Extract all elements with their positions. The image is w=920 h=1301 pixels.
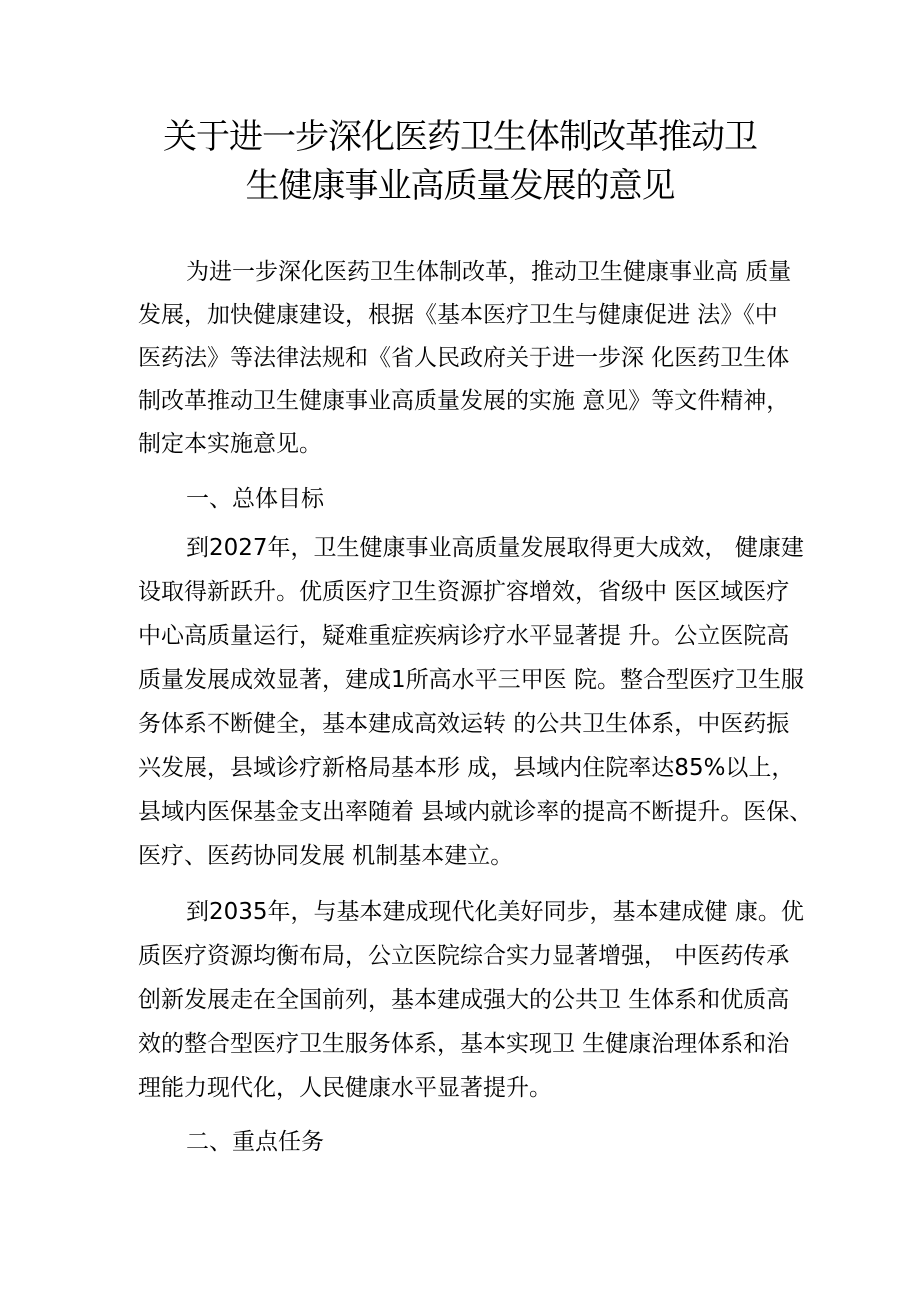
body-line: 效的整合型医疗卫生服务体系，基本实现卫 生健康治理体系和治 [138, 1031, 790, 1057]
body-line: 医疗、医药协同发展 机制基本建立。 [138, 843, 514, 869]
body-line: 制定本实施意见。 [138, 431, 322, 457]
body-line: 中心高质量运行，疑难重症疾病诊疗水平显著提 升。公立医院高 [138, 623, 790, 649]
body-line: 发展，加快健康建设，根据《基本医疗卫生与健康促进 法》《中 [138, 302, 778, 328]
body-line: 到2027年，卫生健康事业高质量发展取得更大成效， 健康建 [186, 535, 804, 561]
section-heading-2: 二、重点任务 [186, 1129, 324, 1155]
body-line: 制改革推动卫生健康事业高质量发展的实施 意见》等文件精神， [138, 388, 790, 414]
section-heading-1: 一、总体目标 [186, 486, 324, 512]
body-line: 为进一步深化医药卫生体制改革，推动卫生健康事业高 质量 [186, 259, 792, 285]
body-line: 设取得新跃升。优质医疗卫生资源扩容增效，省级中 医区域医疗 [138, 579, 790, 605]
body-line: 创新发展走在全国前列，基本建成强大的公共卫 生体系和优质高 [138, 987, 790, 1013]
body-line: 务体系不断健全，基本建成高效运转 的公共卫生体系，中医药振 [138, 711, 790, 737]
body-line: 到2035年，与基本建成现代化美好同步，基本建成健 康。优 [186, 899, 804, 925]
body-line: 理能力现代化，人民健康水平显著提升。 [138, 1075, 552, 1101]
document-title-line-1: 关于进一步深化医药卫生体制改革推动卫 [163, 117, 757, 157]
body-line: 质量发展成效显著，建成1所高水平三甲医 院。整合型医疗卫生服 [138, 667, 804, 693]
document-title-line-2: 生健康事业高质量发展的意见 [245, 166, 675, 206]
body-line: 兴发展，县域诊疗新格局基本形 成，县域内住院率达85%以上， [138, 755, 795, 781]
body-line: 县域内医保基金支出率随着 县域内就诊率的提高不断提升。医保、 [138, 799, 813, 825]
body-line: 医药法》等法律法规和《省人民政府关于进一步深 化医药卫生体 [138, 345, 790, 371]
body-line: 质医疗资源均衡布局，公立医院综合实力显著增强， 中医药传承 [138, 943, 790, 969]
